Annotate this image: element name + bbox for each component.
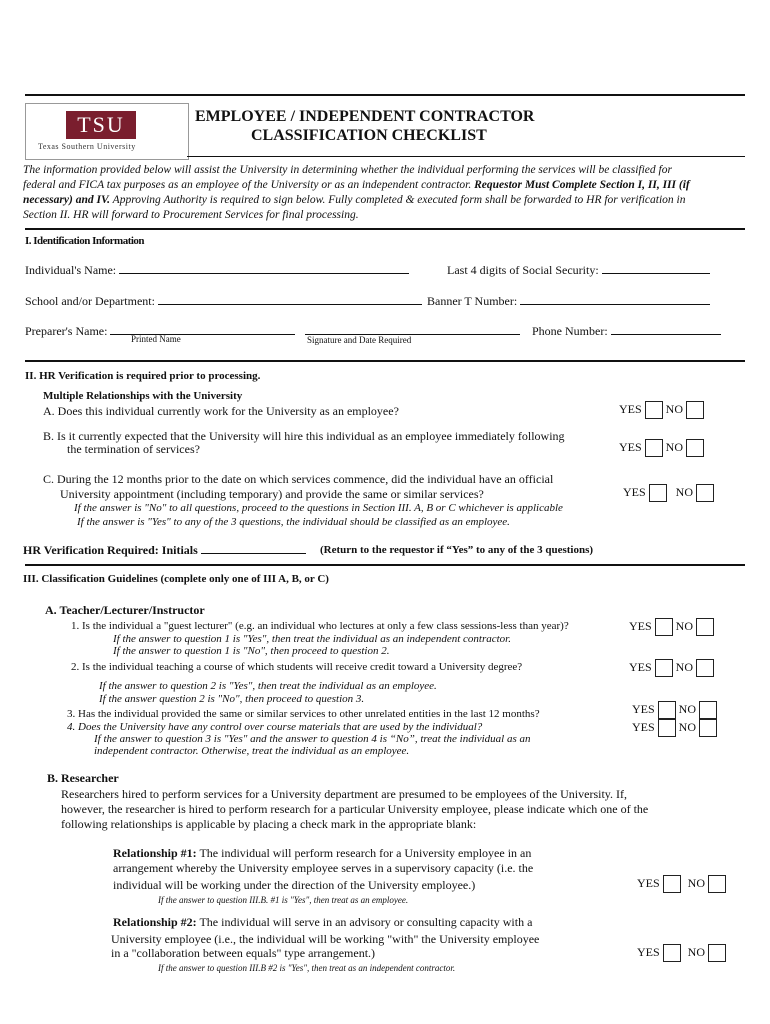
question-c-line2: University appointment (including temporary) and provide the same or similar services? — [60, 487, 484, 501]
question-a2: 2. Is the individual teaching a course of which students will receive credit toward a University degree? — [71, 661, 523, 673]
yes-label: YES — [619, 439, 642, 454]
researcher-para-line2: however, the researcher is hired to perform research for a particular University employee, please indicate which one of the — [61, 802, 649, 816]
intro-line3-text: Approving Authority is required to sign below. Fully completed & executed form shall be forwarded to HR for verification in — [110, 194, 686, 206]
teacher-heading: A. Teacher/Lecturer/Instructor — [45, 603, 205, 617]
question-a1-yes-note: If the answer to question 1 is "Yes", then treat the individual as an independent contractor. — [113, 633, 511, 645]
hr-initials-label: HR Verification Required: Initials — [23, 543, 201, 557]
relationship1-line3: individual will be working under the direction of the University employee.) — [113, 878, 476, 892]
title-line1: EMPLOYEE / INDEPENDENT CONTRACTOR — [195, 108, 535, 125]
question-c-yes-checkbox[interactable] — [649, 484, 667, 502]
hr-return-end: ) — [589, 544, 594, 556]
question-a3: 3. Has the individual provided the same or similar services to other unrelated entities in the last 12 months? — [67, 708, 540, 720]
question-a2-yes-checkbox[interactable] — [655, 659, 673, 677]
section2-note-yes: If the answer is "Yes" to any of the 3 questions, the individual should be classified as an employee. — [77, 516, 510, 528]
relationship1-label: Relationship #1: — [113, 846, 197, 860]
logo-subtext: Texas Southern University — [38, 142, 136, 151]
yes-label: YES — [619, 401, 642, 416]
question-a-answer — [619, 401, 707, 419]
relationship1-answer — [637, 875, 729, 893]
section1-heading: I. Identification Information — [25, 235, 145, 247]
preparer-label: Preparer's Name: — [25, 324, 111, 338]
relationship2-text: The individual will serve in an advisory or consulting capacity with a — [196, 915, 533, 929]
preparer-field[interactable] — [25, 324, 520, 339]
section1-rule — [25, 228, 745, 230]
relationship1-note: If the answer to question III.B. #1 is "Yes", then treat as an employee. — [158, 895, 409, 905]
question-a3-yes-checkbox[interactable] — [658, 701, 676, 719]
question-a4-no-checkbox[interactable] — [699, 719, 717, 737]
section2-rule — [25, 360, 745, 362]
no-label: NO — [678, 719, 697, 734]
department-line[interactable] — [158, 304, 422, 305]
intro-line2-text: federal and FICA tax purposes as an employee of the University or as an independent contractor. — [23, 179, 475, 191]
no-label: NO — [687, 875, 706, 890]
yes-label: YES — [637, 944, 660, 959]
question-c-answer — [623, 484, 717, 502]
question-b-no-checkbox[interactable] — [686, 439, 704, 457]
relationship1-line2: arrangement whereby the University employee serves in a supervisory capacity (i.e. the — [113, 861, 534, 875]
question-a2-no-checkbox[interactable] — [696, 659, 714, 677]
no-label: NO — [665, 439, 684, 454]
question-a3-answer — [632, 701, 720, 719]
banner-field[interactable] — [427, 294, 710, 309]
relationship2-answer — [637, 944, 729, 962]
section2-note-no: If the answer is "No" to all questions, proceed to the questions in Section III. A, B or C whichever is applicable — [74, 502, 563, 514]
question-a: A. Does this individual currently work for the University as an employee? — [43, 404, 399, 418]
relationship2-line2: University employee (i.e., the individual will be working "with" the University employee — [111, 932, 540, 946]
yes-label: YES — [637, 875, 660, 890]
yes-label: YES — [623, 484, 646, 499]
department-label: School and/or Department: — [25, 294, 158, 308]
question-a2-yes-note: If the answer to question 2 is "Yes", then treat the individual as an employee. — [99, 680, 437, 692]
department-field[interactable] — [25, 294, 422, 309]
signature-caption: Signature and Date Required — [307, 335, 412, 345]
question-a34-note1: If the answer to question 3 is "Yes" and the answer to question 4 is “No”, treat the individual as an — [94, 733, 531, 745]
section3-rule — [25, 564, 745, 566]
yes-label: YES — [629, 659, 652, 674]
banner-line[interactable] — [520, 304, 710, 305]
intro-paragraph — [23, 163, 748, 223]
individual-name-label: Individual's Name: — [25, 263, 120, 277]
relationship2-line3: in a "collaboration between equals" type arrangement.) — [111, 946, 376, 960]
banner-label: Banner T Number: — [427, 294, 521, 308]
header-rule — [187, 156, 745, 157]
title-line2: CLASSIFICATION CHECKLIST — [251, 127, 487, 144]
phone-field[interactable] — [532, 324, 721, 339]
logo-mark: TSU — [66, 111, 136, 139]
hr-verification-line — [23, 543, 306, 558]
question-a34-note2: independent contractor. Otherwise, treat the individual as an employee. — [94, 745, 410, 757]
question-a-no-checkbox[interactable] — [686, 401, 704, 419]
relationship1-text: The individual will perform research for a University employee in an — [196, 846, 532, 860]
no-label: NO — [665, 401, 684, 416]
question-a4-answer — [632, 719, 720, 737]
top-rule — [25, 94, 745, 96]
section2-heading — [25, 370, 260, 382]
question-a1: 1. Is the individual a "guest lecturer" (e.g. an individual who lectures at only a few class sessions-less than year)? — [71, 620, 569, 632]
question-a2-no-note: If the answer question 2 is "No", then proceed to question 3. — [99, 693, 365, 705]
no-label: NO — [678, 701, 697, 716]
yes-label: YES — [629, 618, 652, 633]
no-label: NO — [675, 659, 694, 674]
section2-num: II — [25, 370, 34, 382]
question-c-line1: C. During the 12 months prior to the date on which services commence, did the individual have an official — [43, 472, 554, 486]
question-a2-answer — [629, 659, 717, 677]
individual-name-field[interactable] — [25, 263, 409, 278]
tsu-logo — [25, 103, 189, 160]
relationship1-line1 — [113, 846, 531, 861]
relationship1-yes-checkbox[interactable] — [663, 875, 681, 893]
no-label: NO — [675, 484, 694, 499]
intro-line4: Section II. HR will forward to Procurement Services for final processing. — [23, 209, 359, 221]
ssn-field[interactable] — [447, 263, 710, 278]
phone-label: Phone Number: — [532, 324, 611, 338]
hr-return-note — [320, 544, 593, 556]
question-b-line2: the termination of services? — [67, 442, 200, 456]
question-a-yes-checkbox[interactable] — [645, 401, 663, 419]
relationship2-no-checkbox[interactable] — [708, 944, 726, 962]
question-c-no-checkbox[interactable] — [696, 484, 714, 502]
hr-return-text: (Return to the requestor if “Yes” to any of the 3 questions — [320, 544, 590, 556]
intro-line3 — [23, 193, 748, 208]
question-a4-yes-checkbox[interactable] — [658, 719, 676, 737]
relationship2-line1 — [113, 915, 532, 930]
question-b-yes-checkbox[interactable] — [645, 439, 663, 457]
relationship2-yes-checkbox[interactable] — [663, 944, 681, 962]
yes-label: YES — [632, 719, 655, 734]
question-b-line1: B. Is it currently expected that the University will hire this individual as an employee immediately following — [43, 429, 565, 443]
section3-heading: III. Classification Guidelines (complete only one of III A, B, or C) — [23, 573, 329, 585]
no-label: NO — [675, 618, 694, 633]
multiple-relationships-heading: Multiple Relationships with the University — [43, 390, 243, 402]
researcher-para-line1: Researchers hired to perform services for a University department are presumed to be employees of the University. If, — [61, 787, 628, 801]
question-a1-no-note: If the answer to question 1 is "No", then proceed to question 2. — [113, 645, 390, 657]
question-a1-no-checkbox[interactable] — [696, 618, 714, 636]
relationship2-note: If the answer to question III.B #2 is "Yes", then treat as an independent contractor. — [158, 963, 456, 973]
intro-requirement-end: necessary) and IV. — [23, 194, 111, 206]
relationship1-no-checkbox[interactable] — [708, 875, 726, 893]
printed-name-caption: Printed Name — [131, 334, 181, 344]
yes-label: YES — [632, 701, 655, 716]
question-b-answer — [619, 439, 707, 457]
ssn-line[interactable] — [602, 273, 710, 274]
intro-line1: The information provided below will assist the University in determining whether the individual performing the services will be classified for — [23, 164, 672, 176]
question-a1-yes-checkbox[interactable] — [655, 618, 673, 636]
question-a1-answer — [629, 618, 717, 636]
phone-line[interactable] — [611, 334, 721, 335]
ssn-label: Last 4 digits of Social Security: — [447, 263, 602, 277]
question-a4: 4. Does the University have any control over course materials that are used by the individual? — [67, 721, 483, 733]
no-label: NO — [687, 944, 706, 959]
section2-title: . HR Verification is required prior to processing. — [33, 370, 261, 382]
relationship2-label: Relationship #2: — [113, 915, 197, 929]
intro-requirement: Requestor Must Complete Section I, II, III (if — [474, 179, 690, 191]
intro-line2 — [23, 178, 748, 193]
researcher-para-line3: following relationships is applicable by placing a check mark in the appropriate blank: — [61, 817, 477, 831]
question-a3-no-checkbox[interactable] — [699, 701, 717, 719]
hr-initials-line[interactable] — [201, 553, 306, 554]
individual-name-line[interactable] — [119, 273, 409, 274]
researcher-heading: B. Researcher — [47, 771, 119, 785]
